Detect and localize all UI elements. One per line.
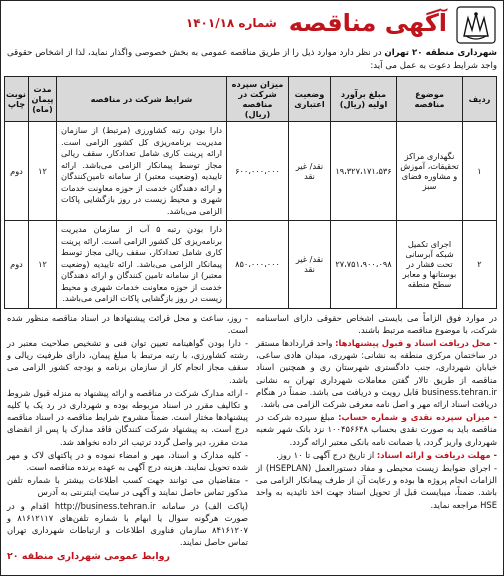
cell-estimate: ۱۹،۳۲۷،۱۷۱،۵۳۶ xyxy=(331,122,397,221)
portal-suffix: اقدام و در صورت هرگونه سوال یا ابهام با شماره تلفن‌های ۸۱۶۱۲۱۱۷ و ۸۴۱۶۱۲۰۷ سازمان فناوری اطلاعات و ارتباطات شهرداری تهران تماس حاصل نمایند. xyxy=(7,500,248,548)
deadline-text: از تاریخ درج آگهی تا ۱۰ روز. xyxy=(276,449,377,460)
cell-deposit: ۶۰۰،۰۰۰،۰۰۰ xyxy=(227,122,289,221)
intro-paragraph xyxy=(7,47,497,73)
documents-location xyxy=(256,337,497,410)
intro-organization: شهرداری منطقه ۲۰ تهران xyxy=(384,48,497,58)
col-header-conditions: شرایط شرکت در مناقصه xyxy=(57,77,227,122)
deposit-account xyxy=(256,411,497,448)
conditions-section xyxy=(7,312,497,564)
intro-text: در نظر دارد موارد ذیل را از طریق مناقصه عمومی به بخش خصوصی واگذار نماید، لذا از اشخاص حقوقی واجد شرایط دعوت به عمل می آید: xyxy=(7,48,497,71)
table-header-row xyxy=(5,77,497,122)
cell-subject: نگهداری مراکز تحقیقات، آموزش و مشاوره فضای سبز xyxy=(397,122,463,221)
title-area xyxy=(7,5,447,37)
hse-note: - اجرای ضوابط زیست محیطی و مفاد دستورالعمل (HSEPLAN) از الزامات انجام پروژه ها بوده و رعایت آن از طرف پیمانکار الزامی می باشد. ضمناً، میبایست قبل از تحویل اسناد جهت اخذ تائیدیه به واحد HSE مراجعه نماید. xyxy=(256,462,497,510)
left-column xyxy=(7,312,248,564)
opening-note: - روز، ساعت و محل قرائت پیشنهادها در اسناد مناقصه منظور شده است. xyxy=(7,312,248,335)
qualification-note: - دارا بودن گواهینامه تعیین توان فنی و تشخیص صلاحیت معتبر در رشته کشاورزی، با رتبه مرتبط با مبلغ پیمان، دارای ظرفیت ریالی و سقف مجاز انجام کار از سازمان برنامه و بودجه کشور الزامی می باشد. xyxy=(7,337,248,385)
col-header-credit: وضعیت اعتباری xyxy=(289,77,331,122)
cell-row-no: ۱ xyxy=(463,122,497,221)
cell-duration: ۱۲ xyxy=(29,221,57,309)
terms-note: - ارائه مدارک شرکت در مناقصه و ارائه پیشنهاد به منزله قبول شروط و تکالیف مقرر در اسناد مربوطه بوده و شهرداری در رد یک یا کلیه پیشنهادها مختار است. ضمناً مشروح شرایط مناقصه در اسناد مناقصه درج است. به پیشنهاد شرکت کنندگان فاقد مدارک یا پس از انقضای مدت مقرر، دیر واصل گردد ترتیب اثر داده نخواهد شد. xyxy=(7,387,248,447)
col-header-row-no: ردیف xyxy=(463,77,497,122)
deadline xyxy=(256,449,497,461)
notice-title: آگهی مناقصه xyxy=(288,9,447,37)
contact-note: - متقاضیان می توانند جهت کسب اطلاعات بیشتر با شماره تلفن مذکور تماس حاصل نمایند و آگهی در سایت اینترنتی به آدرس xyxy=(7,475,248,498)
tender-table xyxy=(4,76,497,309)
notice-number: شماره ۱۴۰۱/۱۸ xyxy=(185,16,277,30)
cell-row-no: ۲ xyxy=(463,221,497,309)
col-header-estimate: مبلغ برآورد اولیه (ریال) xyxy=(331,77,397,122)
cell-credit: نقد/ غیر نقد xyxy=(289,122,331,221)
cell-deposit: ۸۵۰،۰۰۰،۰۰۰ xyxy=(227,221,289,309)
documents-location-label: - محل دریافت اسناد و قبول پیشنهادها: xyxy=(335,337,498,348)
right-column xyxy=(256,312,497,564)
col-header-print: نوبت چاپ xyxy=(5,77,29,122)
cell-estimate: ۲۷،۷۵۱،۹۰۰،۰۹۸ xyxy=(331,221,397,309)
legal-entity-note: در موارد فوق الزاماً می بایستی اشخاص حقوقی دارای اساسنامه شرکت، با موضوع مناقصه مرتبط باشند. xyxy=(256,312,497,335)
portal-link[interactable]: http://business.tehran.ir xyxy=(54,500,156,511)
documents-location-text: واحد قراردادها مستقر در ساختمان مرکزی منطقه به نشانی: شهرری، میدان هادی ساعی، خیابان شهرداری، جنب دادگستری شهرستان ری و همچنین اسناد مناقصه از طریق تالار گفتن معاملات شهرداری تهران به نشانی business.tehran.ir قابل رویت و دریافت می باشد. ضمناً در هنگام دریافت اسناد ارائه مهر و اصل نامه معرفی شرکت الزامی می باشد. xyxy=(256,337,497,409)
portal-prefix: (پاکت الف) در سامانه xyxy=(161,500,248,511)
cell-print: دوم xyxy=(5,221,29,309)
deadline-label: - مهلت دریافت و ارائه اسناد: xyxy=(376,449,497,460)
cell-conditions: دارا بودن رتبه کشاورزی (مرتبط) از سازمان مدیریت برنامه‌ریزی کل کشور الزامی است. ارائه پرینت کاری شامل تعدادکار، سقف ریالی مجاز توسط پیمانکار الزامی می‌باشد. ارائه تاییدیه (وضعیت معتبر) از سامانه تامین‌کنندگان و ارائه دهندگان خدمت از حوزه معاونت خدمات شهری و محیط زیست در روز بازگشایی پاکات الزامی می‌باشد. xyxy=(57,122,227,221)
cell-print: دوم xyxy=(5,122,29,221)
notice-header xyxy=(7,5,497,45)
table-row xyxy=(5,221,497,309)
col-header-duration: مدت پیمان (ماه) xyxy=(29,77,57,122)
cell-duration: ۱۲ xyxy=(29,122,57,221)
deposit-account-text: مبلغ سپرده شرکت در مناقصه باید به صورت نقدی بحساب ۱۰۰۴۵۶۶۴۸ نزد بانک شهر شعبه شهرداری واریز گردد، یا ضمانت نامه بانکی معتبر ارائه گردد. xyxy=(256,412,497,447)
table-row xyxy=(5,122,497,221)
cell-credit: نقد/ غیر نقد xyxy=(289,221,331,309)
portal-note xyxy=(7,500,248,549)
public-relations-signature: روابط عمومی شهرداری منطقه ۲۰ xyxy=(7,551,170,563)
sealed-envelopes-note: - کلیه مدارک و اسناد، مهر و امضاء نموده و در پاکتهای لاک و مهر شده تحویل نمایند. هزینه درج آگهی به عهده برنده مناقصه است. xyxy=(7,449,248,472)
deposit-account-label: - میزان سپرده نقدی و شماره حساب: xyxy=(338,412,497,423)
col-header-deposit: میزان سپرده شرکت در مناقصه (ریال) xyxy=(227,77,289,122)
cell-subject: اجرای تکمیل شبکه آبرسانی تحت فشار در بوستانها و معابر سطح منطقه xyxy=(397,221,463,309)
cell-conditions: دارا بودن رتبه ۵ آب از سازمان مدیریت برنامه‌ریزی کل کشور الزامی است. ارائه پرینت کاری شامل تعدادکار، سقف ریالی مجاز توسط پیمانکار الزامی می‌باشد. ارائه تاییدیه (وضعیت معتبر) از سامانه تامین کنندگان و ارائه دهندگان خدمت از حوزه معاونت خدمات شهری و محیط زیست در روز بازگشایی پاکات الزامی می‌باشد. xyxy=(57,221,227,309)
tehran-municipality-logo xyxy=(455,5,497,45)
col-header-subject: موضوع مناقصه xyxy=(397,77,463,122)
